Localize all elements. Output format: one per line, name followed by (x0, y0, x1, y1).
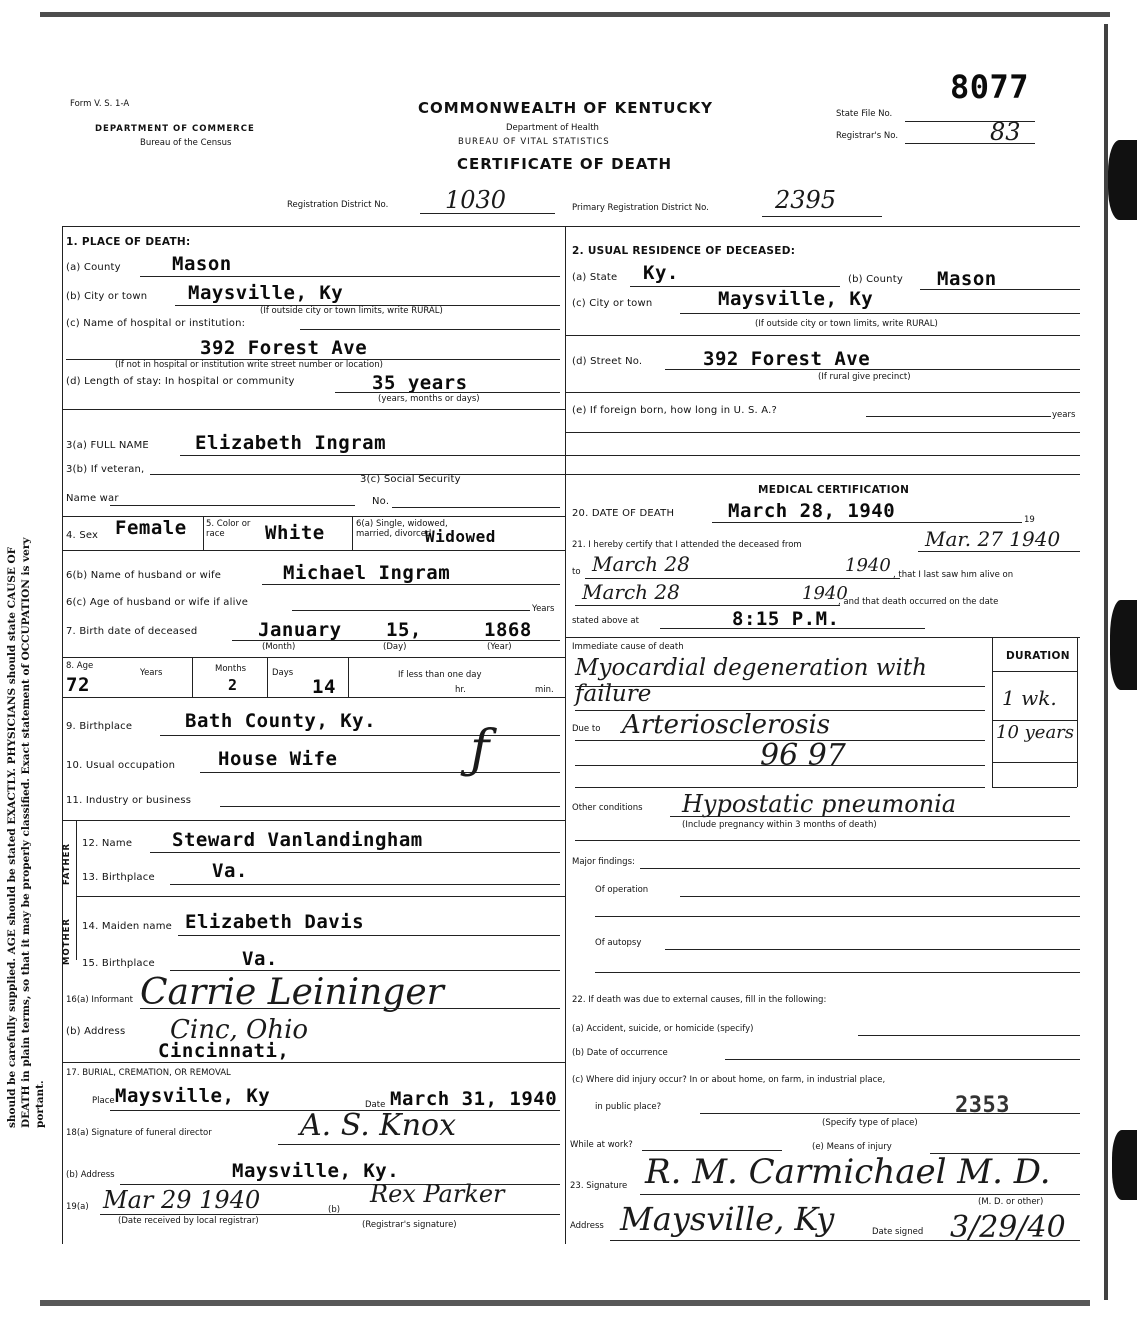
date-of-death-label: 20. DATE OF DEATH (572, 508, 675, 519)
major-findings-label: Major findings: (572, 857, 635, 867)
occurrence-label: (b) Date of occurrence (572, 1048, 668, 1058)
age-years-label: Years (140, 668, 163, 678)
date-of-death: March 28, 1940 (728, 500, 896, 522)
ss-no-label: No. (372, 496, 390, 507)
burial-label: 17. BURIAL, CREMATION, OR REMOVAL (66, 1068, 231, 1078)
due-to-label: Due to (572, 724, 601, 734)
spouse-age-label: 6(c) Age of husband or wife if alive (66, 597, 249, 608)
age-days: 14 (312, 676, 336, 698)
immediate-cause: Myocardial degeneration with failure (575, 655, 927, 707)
state-file-label: State File No. (836, 109, 893, 119)
full-name-label: 3(a) FULL NAME (66, 440, 149, 451)
birth-day: 15, (386, 619, 422, 641)
pod-county-label: (a) County (66, 262, 121, 273)
occupation-label: 10. Usual occupation (66, 760, 176, 771)
primary-district-number: 2395 (775, 186, 837, 214)
pod-stay-note: (years, months or days) (378, 394, 480, 404)
last-seen: March 28 (582, 580, 680, 604)
pod-stay-label: (d) Length of stay: In hospital or community (66, 376, 295, 387)
sex-label: 4. Sex (66, 530, 99, 541)
res-street-label: (d) Street No. (572, 356, 643, 367)
registrar-label: Registrar's No. (836, 131, 899, 141)
reg-district-number: 1030 (445, 186, 507, 214)
of-autopsy-label: Of autopsy (595, 938, 642, 948)
age-years: 72 (66, 674, 90, 696)
funeral-address: Maysville, Ky. (232, 1160, 400, 1182)
res-state: Ky. (643, 262, 679, 284)
scan-edge-bottom (40, 1300, 1090, 1306)
md-note: (M. D. or other) (978, 1197, 1044, 1207)
where-label: (c) Where did injury occur? In or about home, on farm, in industrial place, (572, 1075, 886, 1085)
birth-day-caption: (Day) (383, 642, 407, 652)
father-name-label: 12. Name (82, 838, 133, 849)
res-county: Mason (937, 268, 997, 290)
accident-label: (a) Accident, suicide, or homicide (specify) (572, 1024, 754, 1034)
min-label: min. (535, 685, 554, 695)
pod-city: Maysville, Ky (188, 282, 344, 304)
burial-date-label: Date (365, 1100, 386, 1110)
death-occurred-text: , and that death occurred on the date (838, 597, 999, 607)
spouse-age-suffix: Years (532, 604, 555, 614)
physician-signature: R. M. Carmichael M. D. (645, 1152, 1051, 1192)
pod-stay: 35 years (372, 372, 468, 394)
color: White (265, 522, 325, 544)
other-conditions-label: Other conditions (572, 803, 643, 813)
full-name: Elizabeth Ingram (195, 432, 387, 454)
other-conditions: Hypostatic pneumonia (682, 790, 957, 818)
specify-type-note: (Specify type of place) (822, 1118, 918, 1128)
received-date: Mar 29 1940 (103, 1186, 261, 1214)
place-of-death-heading: 1. PLACE OF DEATH: (66, 236, 191, 248)
father-birthplace: Va. (212, 860, 248, 882)
registrar-caption: (Registrar's signature) (362, 1220, 457, 1230)
burial-date: March 31, 1940 (390, 1088, 558, 1110)
to-label: to (572, 567, 581, 577)
public-place-label: in public place? (595, 1102, 662, 1112)
form-number: Form V. S. 1-A (70, 99, 130, 109)
pod-hospital: 392 Forest Ave (200, 337, 368, 359)
birthplace: Bath County, Ky. (185, 710, 377, 732)
dept-commerce: DEPARTMENT OF COMMERCE (95, 124, 255, 134)
registrar-number: 83 (990, 118, 1021, 146)
state-file-number: 8077 (950, 68, 1030, 106)
while-at-work-label: While at work? (570, 1140, 633, 1150)
signature-label: 23. Signature (570, 1181, 628, 1191)
age-days-label: Days (272, 668, 294, 678)
checkmark-scribble: ƒ (470, 720, 490, 780)
attended-to-year: 1940 (845, 555, 891, 576)
informant-address-hand: Cinc, Ohio (170, 1015, 309, 1045)
burial-place-label: Place (92, 1096, 115, 1106)
scan-edge-right (1104, 24, 1108, 1300)
mother-name: Elizabeth Davis (185, 911, 365, 933)
scan-blot-1 (1108, 140, 1137, 220)
sidebar-instructions-3: portant. (34, 1080, 46, 1128)
res-city-label: (c) City or town (572, 298, 653, 309)
funeral-director-signature: A. S. Knox (300, 1108, 457, 1143)
of-operation-label: Of operation (595, 885, 649, 895)
sidebar-instructions-1: should be carefully supplied. AGE should be stated EXACTLY. PHYSICIANS should state CAUSE OF (6, 546, 18, 1128)
occupation: House Wife (218, 748, 338, 770)
duration-1: 1 wk. (1002, 686, 1057, 710)
sidebar-instructions-2: DEATH in plain terms, so that it may be properly classified. Exact statement of OCCUPATION is very (20, 537, 32, 1128)
birthplace-label: 9. Birthplace (66, 721, 133, 732)
received-caption: (Date received by local registrar) (118, 1216, 259, 1226)
attended-to: March 28 (592, 552, 690, 576)
informant-address-label: (b) Address (66, 1026, 126, 1037)
scan-blot-2 (1110, 600, 1137, 690)
certify-text: 21. I hereby certify that I attended the deceased from (572, 540, 802, 550)
primary-district-label: Primary Registration District No. (572, 203, 709, 213)
birth-date-label: 7. Birth date of deceased (66, 626, 198, 637)
res-county-label: (b) County (848, 274, 903, 285)
pod-hospital-note: (If not in hospital or institution write street number or location) (115, 360, 383, 370)
res-street-note: (If rural give precinct) (818, 372, 911, 382)
residence-heading: 2. USUAL RESIDENCE OF DECEASED: (572, 245, 796, 257)
father-name: Steward Vanlandingham (172, 829, 423, 851)
reg-district-label: Registration District No. (287, 200, 389, 210)
duration-2: 10 years (996, 722, 1075, 743)
bureau-census: Bureau of the Census (140, 138, 232, 148)
due-to-cause: Arteriosclerosis (622, 710, 831, 740)
time-of-death: 8:15 P.M. (732, 608, 840, 630)
father-birthplace-label: 13. Birthplace (82, 872, 155, 883)
stamp-number: 2353 (955, 1093, 1010, 1118)
marital-label: 6(a) Single, widowed, married, divorced (356, 519, 448, 539)
mother-birthplace-label: 15. Birthplace (82, 958, 155, 969)
res-state-label: (a) State (572, 272, 618, 283)
birth-month: January (258, 619, 342, 641)
medical-heading: MEDICAL CERTIFICATION (758, 484, 910, 496)
pod-county: Mason (172, 253, 232, 275)
funeral-address-label: (b) Address (66, 1170, 115, 1180)
duration-label: DURATION (1006, 650, 1070, 662)
burial-place: Maysville, Ky (115, 1085, 271, 1107)
mother-tag: MOTHER (62, 918, 72, 965)
pod-city-label: (b) City or town (66, 291, 148, 302)
res-foreign-suffix: years (1052, 410, 1076, 420)
birth-year: 1868 (484, 619, 532, 641)
state-title: COMMONWEALTH OF KENTUCKY (418, 99, 713, 117)
stated-above-label: stated above at (572, 616, 639, 626)
other-conditions-note: (Include pregnancy within 3 months of death) (682, 820, 877, 830)
mother-birthplace: Va. (242, 948, 278, 970)
immediate-cause-label: Immediate cause of death (572, 642, 684, 652)
received-label: 19(a) (66, 1202, 89, 1212)
date-signed-label: Date signed (872, 1227, 924, 1237)
industry-label: 11. Industry or business (66, 795, 192, 806)
res-city-note: (If outside city or town limits, write RURAL) (755, 319, 938, 329)
sex: Female (115, 517, 187, 539)
social-security-label: 3(c) Social Security (360, 474, 461, 485)
mother-name-label: 14. Maiden name (82, 921, 172, 932)
veteran-label: 3(b) If veteran, (66, 464, 145, 475)
informant-address: Cincinnati, (158, 1040, 290, 1062)
external-heading: 22. If death was due to external causes, fill in the following: (572, 995, 827, 1005)
informant-label: 16(a) Informant (66, 995, 133, 1005)
spouse-name: Michael Ingram (283, 562, 451, 584)
physician-address: Maysville, Ky (620, 1200, 835, 1238)
registrar-signature: Rex Parker (370, 1180, 505, 1208)
age-months-label: Months (215, 664, 247, 674)
res-street: 392 Forest Ave (703, 348, 871, 370)
res-foreign-label: (e) If foreign born, how long in U. S. A.? (572, 405, 778, 416)
address-label: Address (570, 1221, 604, 1231)
cause-code: 96 97 (760, 738, 846, 773)
informant-signature: Carrie Leininger (140, 972, 444, 1013)
res-city: Maysville, Ky (718, 288, 874, 310)
father-tag: FATHER (62, 842, 72, 885)
birth-year-caption: (Year) (487, 642, 512, 652)
war-label: Name war (66, 493, 119, 504)
marital-status: Widowed (425, 527, 496, 546)
last-seen-year: 1940 (802, 583, 848, 604)
funeral-director-label: 18(a) Signature of funeral director (66, 1128, 212, 1138)
bureau-vital: BUREAU OF VITAL STATISTICS (458, 137, 610, 147)
age-months: 2 (228, 676, 238, 694)
dept-health: Department of Health (506, 123, 599, 133)
certificate-title: CERTIFICATE OF DEATH (457, 155, 673, 173)
spouse-label: 6(b) Name of husband or wife (66, 570, 222, 581)
birth-month-caption: (Month) (262, 642, 296, 652)
age-label: 8. Age (66, 661, 94, 671)
pod-city-note: (If outside city or town limits, write RURAL) (260, 306, 443, 316)
hr-label: hr. (455, 685, 466, 695)
last-saw-text: , that I last saw hım alive on (893, 570, 1014, 580)
scan-blot-3 (1112, 1130, 1137, 1200)
less-than-day-label: If less than one day (398, 670, 482, 680)
date-signed: 3/29/40 (950, 1210, 1066, 1245)
pod-hospital-label: (c) Name of hospital or institution: (66, 318, 246, 329)
registrar-b-label: (b) (328, 1205, 341, 1215)
scan-edge-top (40, 12, 1110, 17)
color-label: 5. Color or race (206, 519, 251, 539)
means-of-injury-label: (e) Means of injury (812, 1142, 892, 1152)
attended-from: Mar. 27 1940 (925, 527, 1061, 551)
date-of-death-suffix: 19 (1024, 515, 1035, 525)
